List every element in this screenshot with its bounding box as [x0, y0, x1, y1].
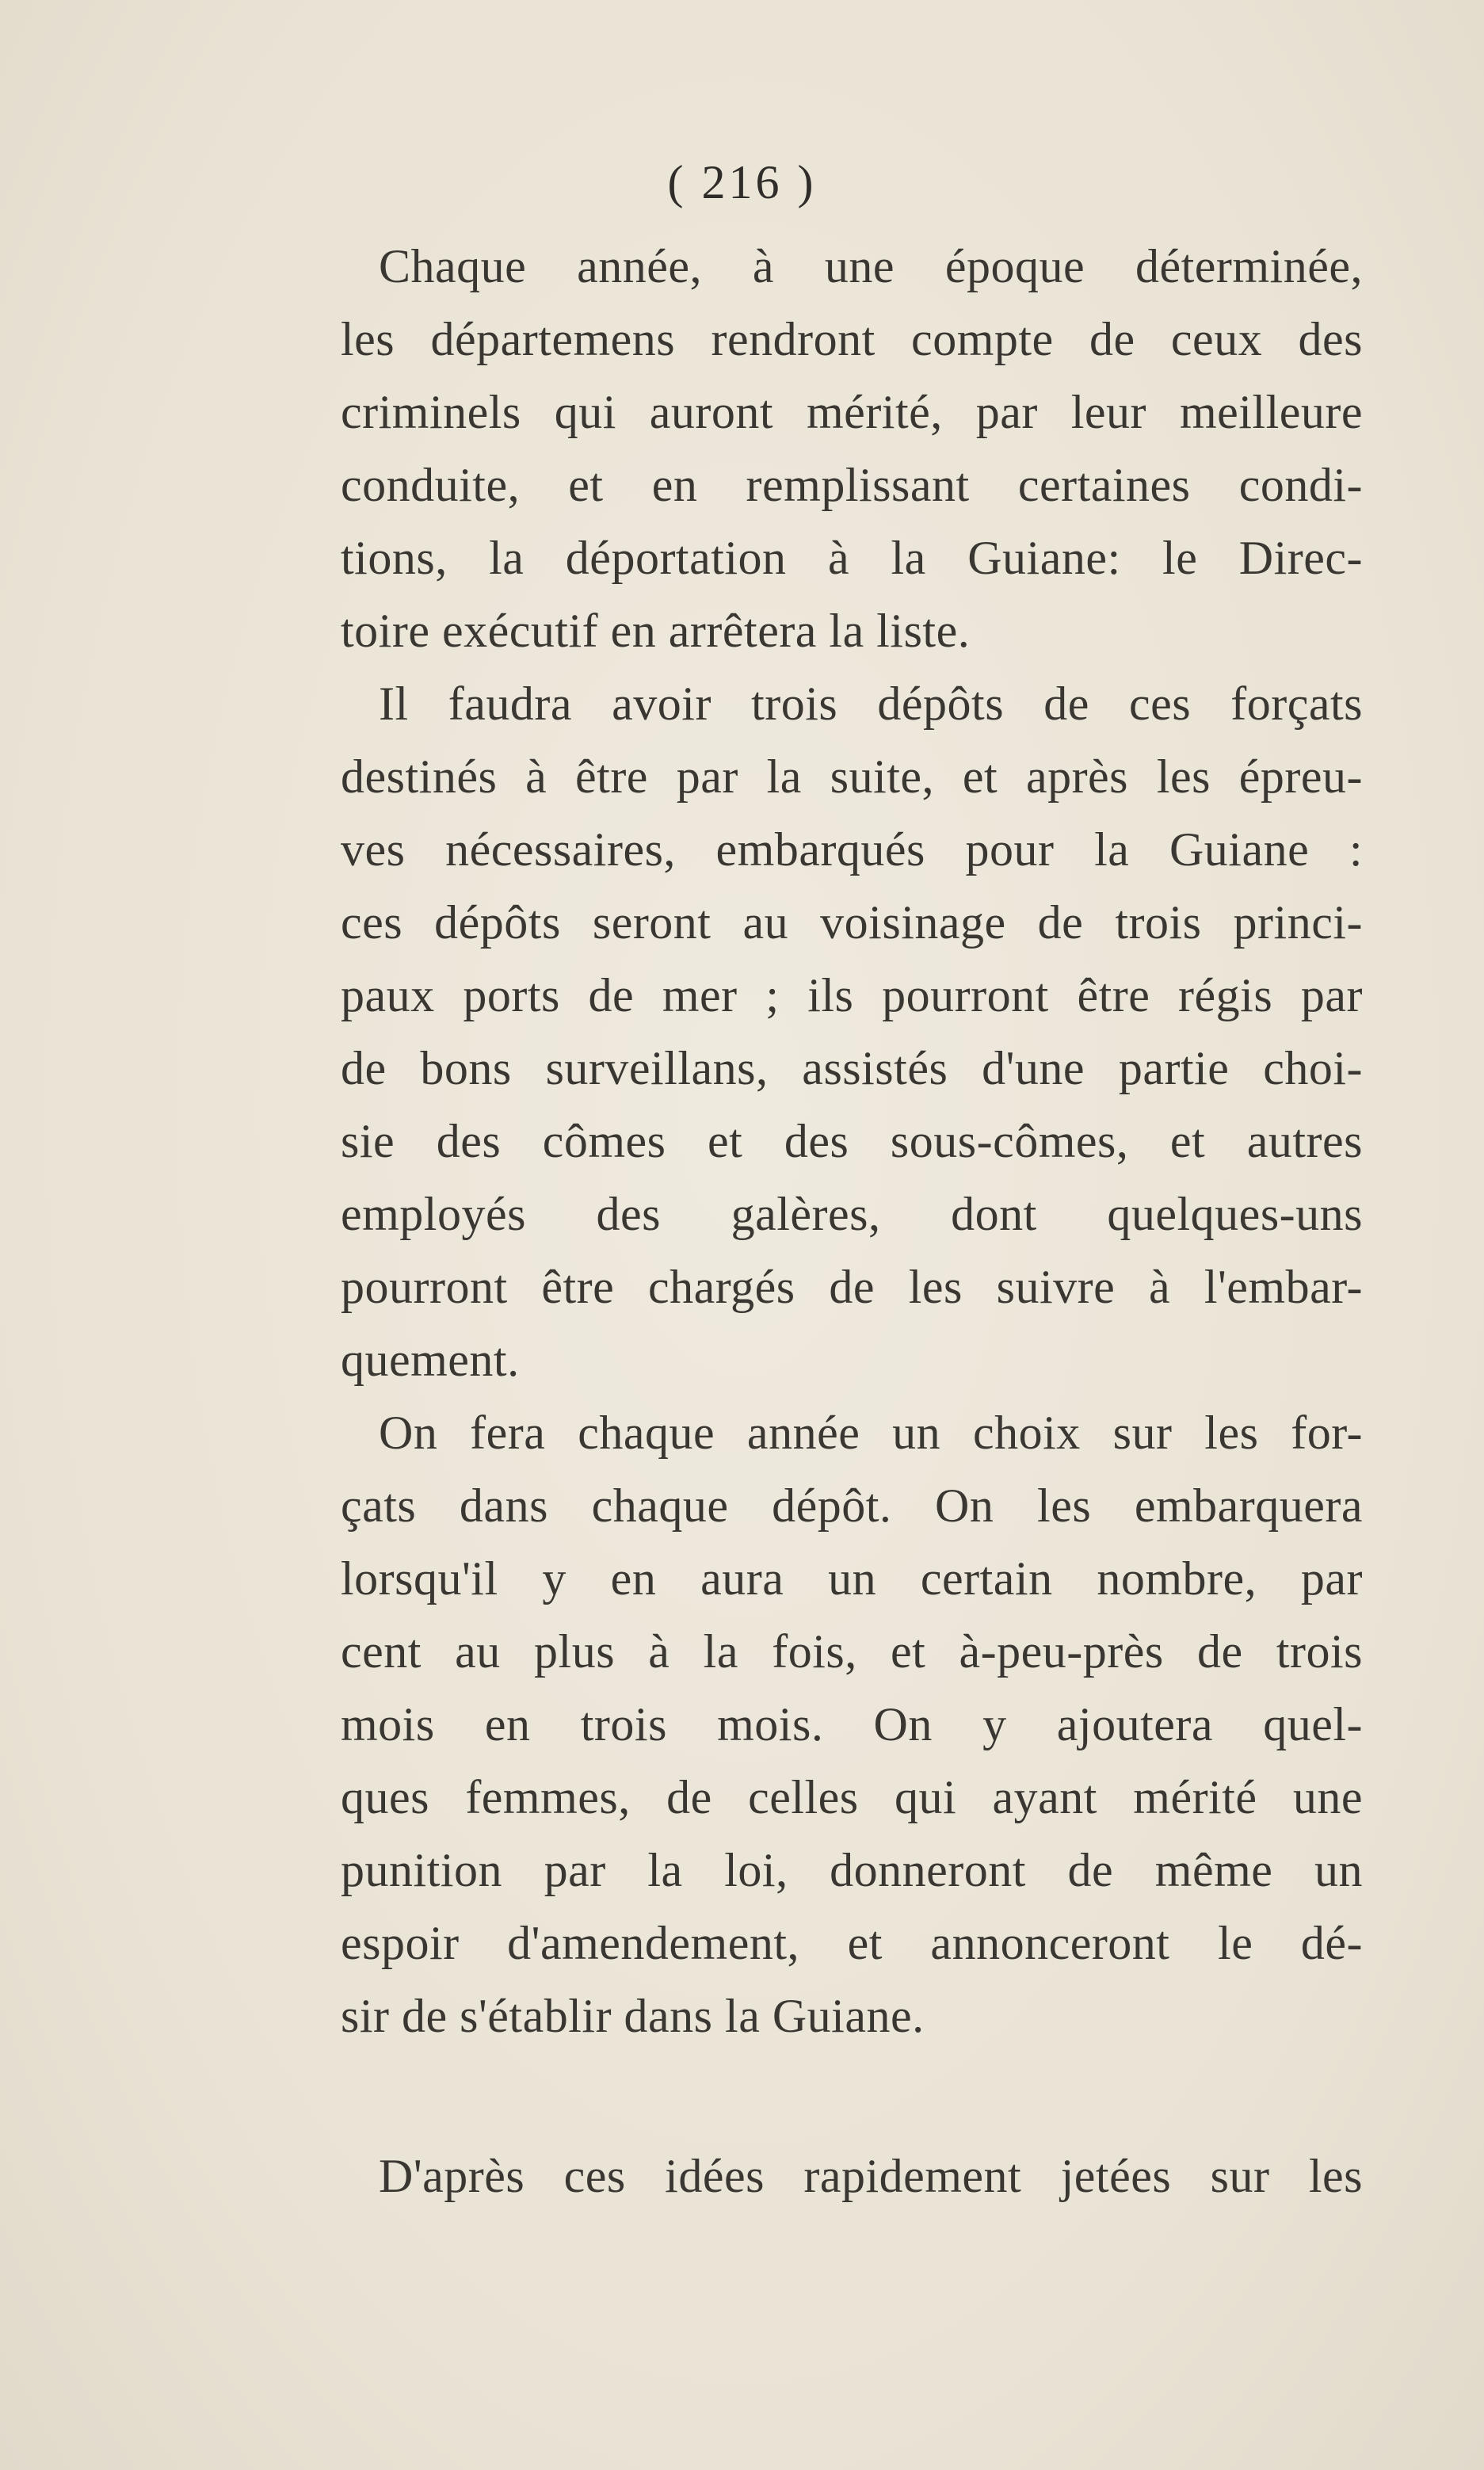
- text-line: On fera chaque année un choix sur les for-: [379, 1407, 1363, 1459]
- text-line: çats dans chaque dépôt. On les embarquera: [341, 1479, 1363, 1532]
- text-line: conduite, et en remplissant certaines condi-: [341, 459, 1363, 511]
- paragraph: [341, 2140, 1363, 2212]
- text-line: mois en trois mois. On y ajoutera quel-: [341, 1698, 1363, 1750]
- text-line: sir de s'établir dans la Guiane.: [341, 1990, 925, 2042]
- text-line: sie des cômes et des sous-cômes, et autres: [341, 1115, 1363, 1167]
- text-line: punition par la loi, donneront de même un: [341, 1844, 1363, 1896]
- paragraph: [341, 1396, 1363, 2052]
- text-line: Chaque année, à une époque déterminée,: [379, 240, 1363, 292]
- paragraph-spacer: [341, 2052, 1363, 2140]
- page-number: ( 216 ): [667, 156, 817, 208]
- body-text: [341, 230, 1363, 2212]
- text-line: paux ports de mer ; ils pourront être régis par: [341, 969, 1363, 1021]
- text-line: quement.: [341, 1334, 520, 1386]
- text-line: Il faudra avoir trois dépôts de ces forçats: [379, 678, 1363, 730]
- text-line: employés des galères, dont quelques-uns: [341, 1188, 1363, 1240]
- text-line: de bons surveillans, assistés d'une partie choi-: [341, 1042, 1363, 1094]
- text-line: ces dépôts seront au voisinage de trois princi-: [341, 896, 1363, 949]
- text-line: ves nécessaires, embarqués pour la Guiane :: [341, 823, 1363, 876]
- paragraph: [341, 667, 1363, 1396]
- text-line: les départemens rendront compte de ceux des: [341, 313, 1363, 365]
- text-line: cent au plus à la fois, et à-peu-près de trois: [341, 1625, 1363, 1678]
- text-line: destinés à être par la suite, et après les épreu-: [341, 750, 1363, 803]
- text-line: toire exécutif en arrêtera la liste.: [341, 605, 971, 657]
- text-line: tions, la déportation à la Guiane: le Direc-: [341, 532, 1363, 584]
- paragraph: [341, 230, 1363, 667]
- text-line: D'après ces idées rapidement jetées sur les: [379, 2150, 1363, 2202]
- text-line: ques femmes, de celles qui ayant mérité une: [341, 1771, 1363, 1823]
- text-line: espoir d'amendement, et annonceront le dé-: [341, 1917, 1363, 1969]
- text-line: criminels qui auront mérité, par leur meilleure: [341, 386, 1363, 438]
- text-line: pourront être chargés de les suivre à l'embar-: [341, 1261, 1363, 1313]
- text-line: lorsqu'il y en aura un certain nombre, par: [341, 1552, 1363, 1605]
